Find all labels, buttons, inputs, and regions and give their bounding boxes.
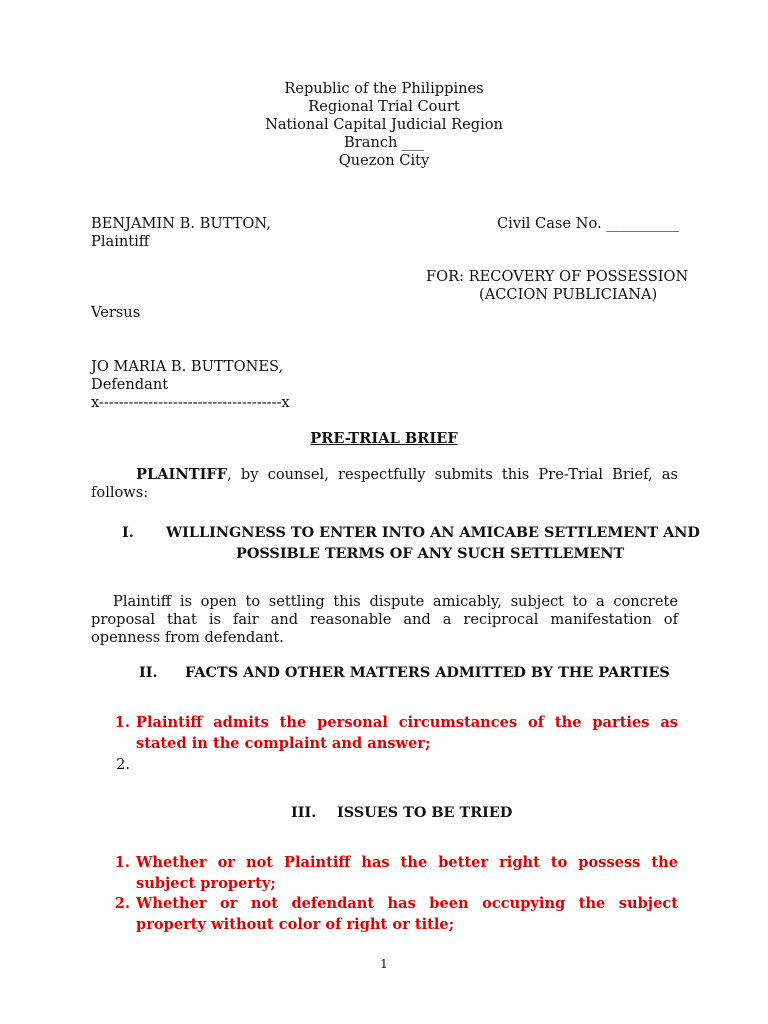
caption-separator: x-------------------------------------x (91, 394, 290, 411)
header-city: Quezon City (338, 152, 430, 169)
defendant-name: JO MARIA B. BUTTONES, (91, 358, 284, 375)
versus-label: Versus (91, 304, 141, 321)
header-republic: Republic of the Philippines (284, 80, 484, 97)
intro-lead: PLAINTIFF (136, 466, 228, 483)
header-court: Regional Trial Court (308, 98, 460, 115)
section-1-numeral: I. (122, 524, 134, 541)
civil-case-number: Civil Case No. __________ (497, 215, 680, 232)
header-branch: Branch ___ (344, 134, 424, 151)
section-2-title: FACTS AND OTHER MATTERS ADMITTED BY THE PARTIES (185, 664, 670, 681)
section-1-title-line2: POSSIBLE TERMS OF ANY SUCH SETTLEMENT (236, 545, 625, 562)
section-2-numeral: II. (139, 664, 158, 681)
case-nature-latin: (ACCION PUBLICIANA) (479, 286, 658, 303)
header-region: National Capital Judicial Region (265, 116, 503, 133)
section-3-numeral: III. (291, 804, 317, 821)
section-1-title-line1: WILLINGNESS TO ENTER INTO AN AMICABE SETTLEMENT AND (166, 524, 700, 541)
section-3-title: ISSUES TO BE TRIED (337, 804, 513, 821)
admission-2-number: 2. (116, 756, 130, 773)
admission-1-number: 1. (114, 714, 130, 731)
plaintiff-label: Plaintiff (91, 233, 150, 250)
issue-1-text: Whether or not Plaintiff has the better right to possess the subject property; (136, 854, 678, 892)
page-number: 1 (380, 957, 388, 971)
section-1-body: Plaintiff is open to settling this dispute amicably, subject to a concrete proposal that is fair and reasonable and a reciprocal manifestation of openness from defendant. (91, 593, 678, 646)
document-title: PRE-TRIAL BRIEF (310, 430, 458, 447)
case-nature: FOR: RECOVERY OF POSSESSION (426, 268, 689, 285)
issue-2-text: Whether or not defendant has been occupying the subject property without color of right or title; (136, 895, 678, 933)
issue-2-number: 2. (114, 895, 130, 912)
intro-text: , by counsel, respectfully submits this Pre-Trial Brief, as follows: (91, 466, 678, 501)
issue-1-number: 1. (114, 854, 130, 871)
intro-paragraph (91, 466, 678, 502)
plaintiff-name: BENJAMIN B. BUTTON, (91, 215, 271, 232)
admission-1-text: Plaintiff admits the personal circumstances of the parties as stated in the complaint and answer; (136, 714, 678, 752)
defendant-label: Defendant (91, 376, 169, 393)
